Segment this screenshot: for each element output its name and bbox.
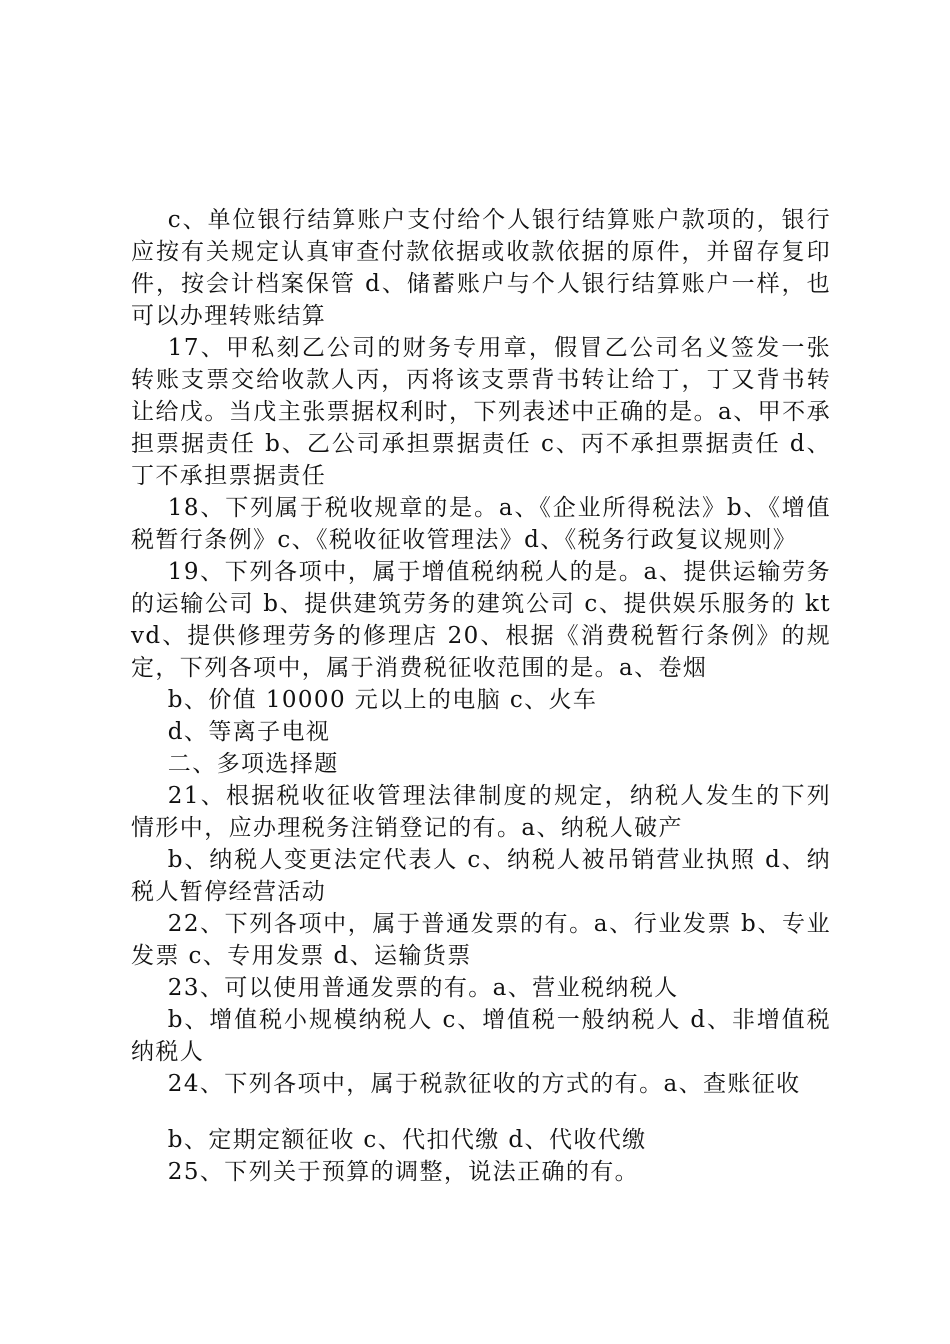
paragraph-q22: 22、下列各项中，属于普通发票的有。a、行业发票 b、专业发票 c、专用发票 d、运输货票 [131, 911, 831, 969]
paragraph-16c: c、单位银行结算账户支付给个人银行结算账户款项的，银行应按有关规定认真审查付款依据或收款依据的原件，并留存复印件，按会计档案保管 d、储蓄账户与个人银行结算账户一样，也可以办理转账结算 [131, 207, 831, 329]
paragraph-q21-options: b、纳税人变更法定代表人 c、纳税人被吊销营业执照 d、纳税人暂停经营活动 [131, 847, 831, 905]
paragraph-q21: 21、根据税收征收管理法律制度的规定，纳税人发生的下列情形中，应办理税务注销登记的有。a、纳税人破产 [131, 783, 831, 841]
paragraph-gap [131, 1100, 831, 1124]
paragraph-q24: 24、下列各项中，属于税款征收的方式的有。a、查账征收 [167, 1071, 801, 1097]
paragraph-q20-b: b、价值 10000 元以上的电脑 c、火车 [167, 687, 598, 713]
paragraph-q19: 19、下列各项中，属于增值税纳税人的是。a、提供运输劳务的运输公司 b、提供建筑劳务的建筑公司 c、提供娱乐服务的 ktvd、提供修理劳务的修理店 20、根据《消费税暂行条例》的规定，下列各项中，属于消费税征收范围的是。a、卷烟 [131, 559, 831, 681]
paragraph-q18: 18、下列属于税收规章的是。a、《企业所得税法》b、《增值税暂行条例》c、《税收征收管理法》d、《税务行政复议规则》 [131, 495, 831, 553]
paragraph-q23: 23、可以使用普通发票的有。a、营业税纳税人 [167, 975, 679, 1001]
paragraph-q20-d: d、等离子电视 [167, 719, 331, 745]
paragraph-q25: 25、下列关于预算的调整，说法正确的有。 [167, 1159, 640, 1185]
section-heading-multiple-choice: 二、多项选择题 [167, 751, 339, 777]
paragraph-q24-options: b、定期定额征收 c、代扣代缴 d、代收代缴 [167, 1127, 647, 1153]
paragraph-q23-options: b、增值税小规模纳税人 c、增值税一般纳税人 d、非增值税纳税人 [131, 1007, 831, 1065]
document-body [131, 204, 831, 1188]
paragraph-q17: 17、甲私刻乙公司的财务专用章，假冒乙公司名义签发一张转账支票交给收款人丙，丙将该支票背书转让给丁，丁又背书转让给戊。当戊主张票据权利时，下列表述中正确的是。a、甲不承担票据责任 b、乙公司承担票据责任 c、丙不承担票据责任 d、丁不承担票据责任 [131, 335, 831, 489]
